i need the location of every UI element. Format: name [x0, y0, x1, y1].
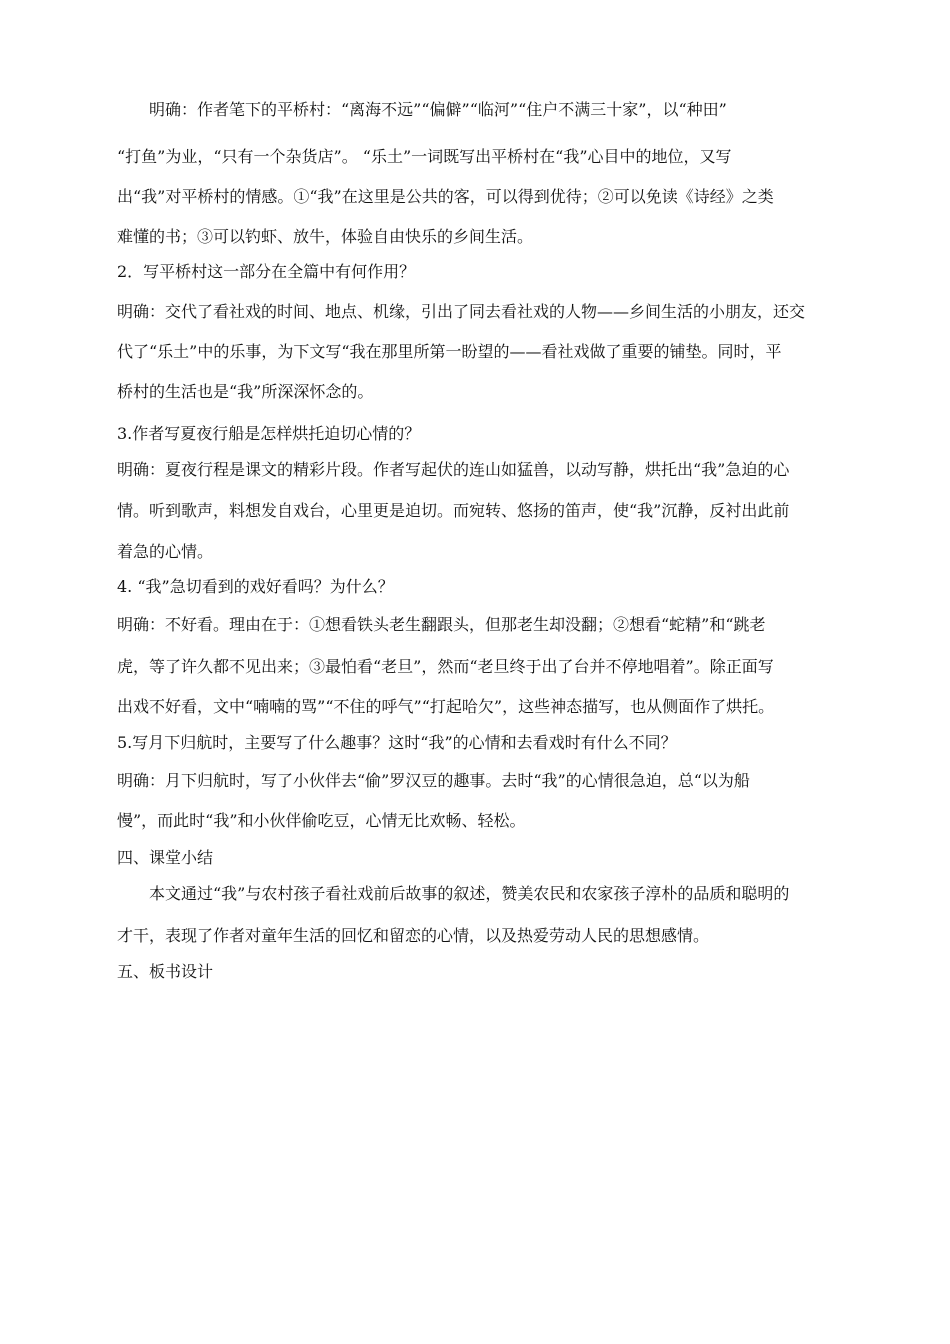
answer-5-line-2: 慢”，而此时“我”和小伙伴偷吃豆，心情无比欢畅、轻松。 [117, 811, 526, 830]
section-heading-summary: 四、课堂小结 [117, 848, 214, 867]
answer-4-line-1: 明确：不好看。理由在于：①想看铁头老生翻跟头，但那老生却没翻；②想看“蛇精”和“跳老 [117, 615, 766, 634]
answer-1-line-2: “打鱼”为业，“只有一个杂货店”。 “乐土”一词既写出平桥村在“我”心目中的地位，又写 [117, 147, 732, 166]
question-4: 4. “我”急切看到的戏好看吗？为什么？ [117, 577, 394, 596]
answer-3-line-1: 明确：夏夜行程是课文的精彩片段。作者写起伏的连山如猛兽，以动写静，烘托出“我”急迫的心 [117, 460, 790, 479]
section-heading-blackboard: 五、板书设计 [117, 962, 214, 981]
question-5: 5.写月下归航时，主要写了什么趣事？这时“我”的心情和去看戏时有什么不同？ [117, 733, 677, 752]
answer-3-line-2: 情。听到歌声，料想发自戏台，心里更是迫切。而宛转、悠扬的笛声，使“我”沉静，反衬出此前 [117, 501, 790, 520]
answer-4-line-2: 虎，等了许久都不见出来；③最怕看“老旦”，然而“老旦终于出了台并不停地唱着”。除正面写 [117, 657, 774, 676]
answer-3-line-3: 着急的心情。 [117, 542, 214, 561]
answer-2-line-2: 代了“乐土”中的乐事，为下文写“我在那里所第一盼望的——看社戏做了重要的铺垫。同时，平 [117, 342, 782, 361]
answer-1-line-1: 明确：作者笔下的平桥村：“离海不远”“偏僻”“临河”“住户不满三十家”，以“种田” [149, 100, 727, 119]
summary-line-1: 本文通过“我”与农村孩子看社戏前后故事的叙述，赞美农民和农家孩子淳朴的品质和聪明的 [149, 884, 790, 903]
answer-4-line-3: 出戏不好看，文中“喃喃的骂”“不住的呼气”“打起哈欠”，这些神态描写，也从侧面作了烘托。 [117, 697, 775, 716]
question-2: 2．写平桥村这一部分在全篇中有何作用？ [117, 262, 416, 281]
answer-1-line-4: 难懂的书；③可以钓虾、放牛，体验自由快乐的乡间生活。 [117, 227, 534, 246]
answer-1-line-3: 出“我”对平桥村的情感。①“我”在这里是公共的客，可以得到优待；②可以免读《诗经》之类 [117, 187, 774, 206]
answer-5-line-1: 明确：月下归航时，写了小伙伴去“偷”罗汉豆的趣事。去时“我”的心情很急迫，总“以为船 [117, 771, 750, 790]
answer-2-line-1: 明确：交代了看社戏的时间、地点、机缘，引出了同去看社戏的人物——乡间生活的小朋友，还交 [117, 302, 806, 321]
question-3: 3.作者写夏夜行船是怎样烘托迫切心情的？ [117, 424, 421, 443]
answer-2-line-3: 桥村的生活也是“我”所深深怀念的。 [117, 382, 374, 401]
summary-line-2: 才干，表现了作者对童年生活的回忆和留恋的心情，以及热爱劳动人民的思想感情。 [117, 926, 710, 945]
